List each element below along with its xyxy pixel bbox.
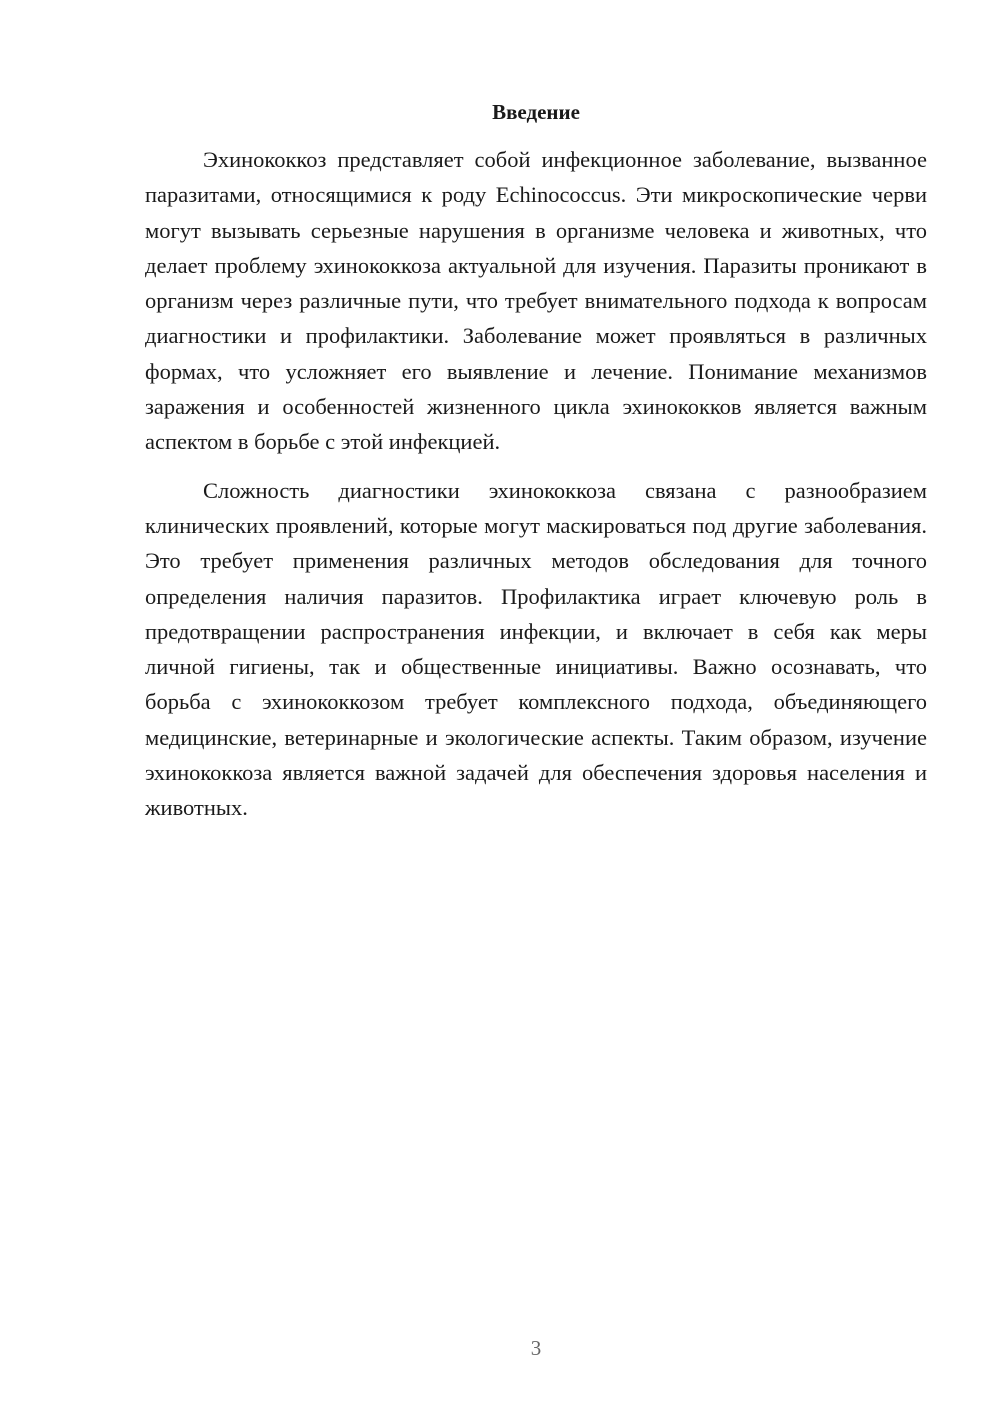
page-number: 3	[530, 1336, 542, 1360]
section-title: Введение	[492, 100, 580, 124]
body-text	[145, 142, 927, 826]
paragraph-2: Сложность диагностики эхинококкоза связана с разнообразием клинических проявлений, которые могут маскироваться под другие заболевания. Это требует применения различных методов обследования для точного определения наличия паразитов. Профилактика играет ключевую роль в предотвращении распространения инфекции, и включает в себя как меры личной гигиены, так и общественные инициативы. Важно осознавать, что борьба с эхинококкозом требует комплексного подхода, объединяющего медицинские, ветеринарные и экологические аспекты. Таким образом, изучение эхинококкоза является важной задачей для обеспечения здоровья населения и животных.	[145, 477, 927, 821]
paragraph-1: Эхинококкоз представляет собой инфекционное заболевание, вызванное паразитами, относящимися к роду Echinococcus. Эти микроскопические черви могут вызывать серьезные нарушения в организме человека и животных, что делает проблему эхинококкоза актуальной для изучения. Паразиты проникают в организм через различные пути, что требует внимательного подхода к вопросам диагностики и профилактики. Заболевание может проявляться в различных формах, что усложняет его выявление и лечение. Понимание механизмов заражения и особенностей жизненного цикла эхинококков является важным аспектом в борьбе с этой инфекцией.	[145, 147, 927, 455]
